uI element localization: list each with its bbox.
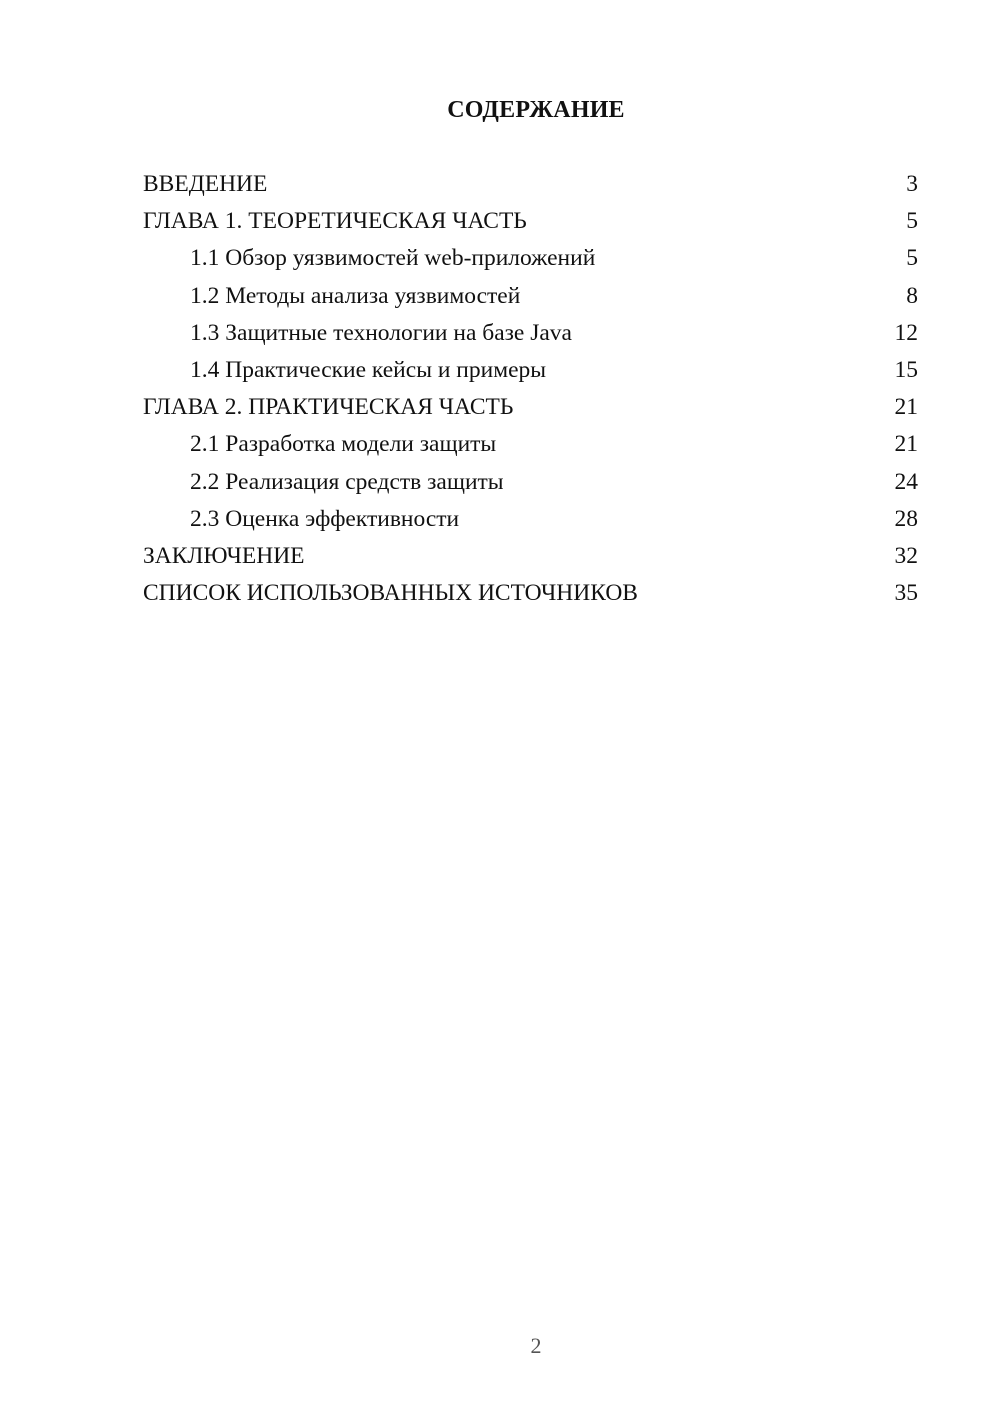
toc-entry-page: 21 (894, 394, 918, 421)
toc-entry-page: 12 (894, 319, 918, 346)
toc-entry-page: 5 (906, 208, 918, 235)
toc-entry-label: ВВЕДЕНИЕ (143, 171, 268, 197)
toc-entry-page: 15 (894, 356, 918, 383)
page-number: 2 (530, 1333, 542, 1358)
toc-entry-label: ГЛАВА 2. ПРАКТИЧЕСКАЯ ЧАСТЬ (143, 394, 514, 421)
toc-entry-page: 5 (906, 245, 918, 272)
toc-entry-label: 2.1 Разработка модели защиты (190, 431, 497, 458)
toc-entry-label: ЗАКЛЮЧЕНИЕ (143, 542, 305, 569)
toc-entry-introduction (143, 166, 918, 203)
toc-entry-page: 3 (906, 171, 918, 197)
toc-entry-label: 2.2 Реализация средств защиты (190, 468, 504, 495)
toc-entry-references (143, 575, 918, 612)
toc-entry-page: 8 (906, 282, 918, 309)
toc-entry-page: 35 (894, 580, 918, 607)
toc-entry-label: 1.2 Методы анализа уязвимостей (190, 282, 521, 309)
toc-entry-label: 1.1 Обзор уязвимостей web-приложений (190, 245, 596, 272)
toc-entry-section-1-4 (143, 352, 918, 389)
toc-entry-chapter-2 (143, 389, 918, 426)
toc-entry-section-2-2 (143, 464, 918, 501)
toc-entry-page: 28 (894, 505, 918, 532)
toc-entry-label: ГЛАВА 1. ТЕОРЕТИЧЕСКАЯ ЧАСТЬ (143, 208, 527, 235)
toc-entry-page: 21 (894, 431, 918, 458)
toc-entry-section-1-1 (143, 240, 918, 277)
toc-entry-label: 2.3 Оценка эффективности (190, 505, 460, 532)
page-title: СОДЕРЖАНИЕ (447, 97, 625, 123)
toc-entry-page: 32 (894, 542, 918, 569)
toc-entry-label: 1.4 Практические кейсы и примеры (190, 356, 547, 383)
toc-entry-page: 24 (894, 468, 918, 495)
table-of-contents (143, 166, 918, 612)
toc-entry-section-1-2 (143, 278, 918, 315)
toc-entry-label: СПИСОК ИСПОЛЬЗОВАННЫХ ИСТОЧНИКОВ (143, 580, 638, 607)
toc-entry-section-2-3 (143, 501, 918, 538)
toc-entry-section-2-1 (143, 426, 918, 463)
toc-entry-label: 1.3 Защитные технологии на базе Java (190, 319, 572, 346)
toc-entry-section-1-3 (143, 315, 918, 352)
toc-entry-conclusion (143, 538, 918, 575)
toc-entry-chapter-1 (143, 203, 918, 240)
